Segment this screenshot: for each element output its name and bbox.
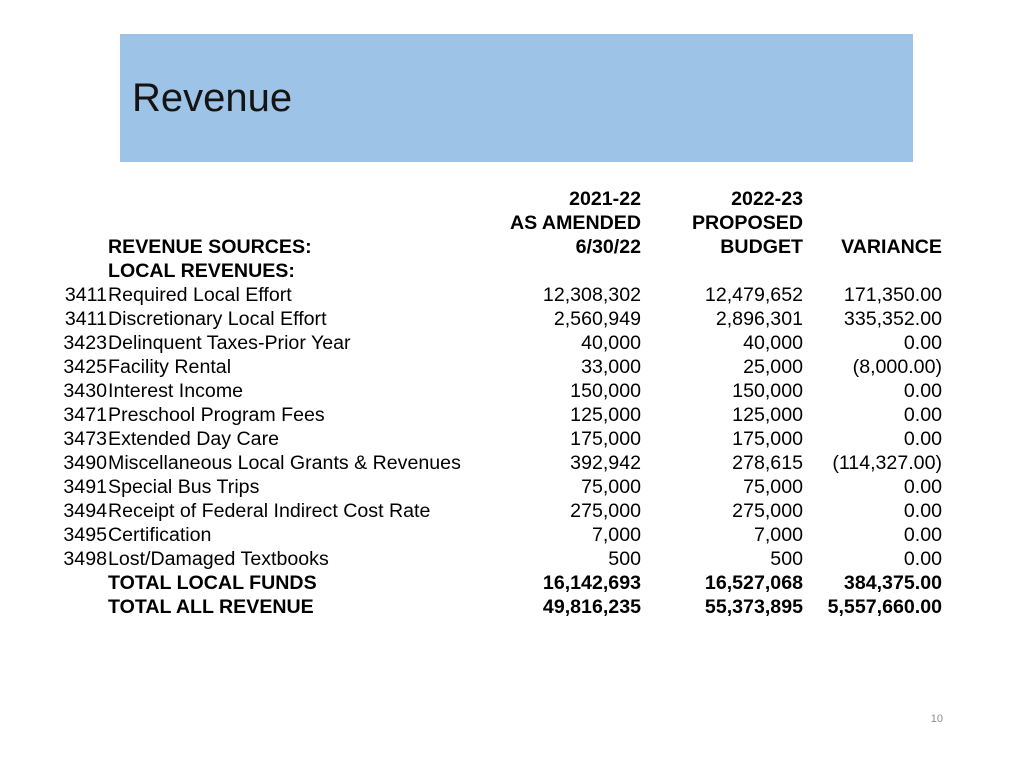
proposed-cell: 275,000	[732, 500, 803, 522]
row-name: Miscellaneous Local Grants & Revenues	[108, 452, 461, 474]
variance-cell: 0.00	[903, 332, 942, 354]
variance-cell: (114,327.00)	[832, 452, 942, 474]
table-row	[0, 523, 1024, 547]
variance-cell: 0.00	[903, 428, 942, 450]
proposed-cell: 75,000	[743, 476, 803, 498]
table-row	[0, 403, 1024, 427]
amended-cell: 12,308,302	[542, 284, 641, 306]
proposed-cell: 500	[770, 548, 803, 570]
row-code: 3494	[63, 500, 107, 522]
row-name: Special Bus Trips	[108, 476, 260, 498]
variance-cell: 171,350.00	[843, 284, 942, 306]
total-label: TOTAL LOCAL FUNDS	[108, 572, 317, 594]
proposed-cell: 278,615	[732, 452, 803, 474]
table-row	[0, 379, 1024, 403]
table-row	[0, 499, 1024, 523]
column-header-amended-year: 2021-22	[569, 188, 641, 210]
row-code: 3411	[64, 308, 107, 330]
proposed-cell: 125,000	[732, 404, 803, 426]
variance-cell: 0.00	[903, 380, 942, 402]
header-row-years	[0, 187, 1024, 211]
total-amended-cell: 16,142,693	[542, 572, 641, 594]
total-variance-cell: 5,557,660.00	[827, 596, 942, 618]
row-code: 3411	[64, 284, 107, 306]
subsection-row	[0, 259, 1024, 283]
column-header-proposed-status: PROPOSED	[691, 212, 803, 234]
column-header-proposed-budget: BUDGET	[720, 236, 803, 258]
section-header: REVENUE SOURCES:	[108, 236, 312, 258]
subsection-header: LOCAL REVENUES:	[108, 260, 295, 282]
row-code: 3425	[63, 356, 107, 378]
row-code: 3498	[63, 548, 107, 570]
proposed-cell: 150,000	[732, 380, 803, 402]
row-name: Extended Day Care	[108, 428, 279, 450]
amended-cell: 275,000	[570, 500, 641, 522]
table-row	[0, 547, 1024, 571]
column-header-variance: VARIANCE	[841, 236, 942, 258]
row-name: Interest Income	[108, 380, 244, 402]
variance-cell: 0.00	[903, 500, 942, 522]
proposed-cell: 25,000	[743, 356, 803, 378]
variance-cell: 0.00	[903, 548, 942, 570]
amended-cell: 75,000	[581, 476, 641, 498]
table-row	[0, 331, 1024, 355]
row-name: Required Local Effort	[108, 284, 292, 306]
row-code: 3495	[63, 524, 107, 546]
table-row	[0, 427, 1024, 451]
total-variance-cell: 384,375.00	[843, 572, 942, 594]
row-name: Facility Rental	[108, 356, 232, 378]
row-name: Lost/Damaged Textbooks	[108, 548, 329, 570]
column-header-amended-status: AS AMENDED	[510, 212, 641, 234]
row-code: 3491	[63, 476, 107, 498]
total-row-all-revenue	[0, 595, 1024, 619]
proposed-cell: 7,000	[753, 524, 803, 546]
row-name: Certification	[108, 524, 212, 546]
amended-cell: 125,000	[570, 404, 641, 426]
table-row	[0, 475, 1024, 499]
row-code: 3490	[63, 452, 107, 474]
proposed-cell: 40,000	[743, 332, 803, 354]
amended-cell: 150,000	[570, 380, 641, 402]
amended-cell: 7,000	[591, 524, 641, 546]
row-code: 3423	[63, 332, 107, 354]
amended-cell: 40,000	[581, 332, 641, 354]
amended-cell: 392,942	[570, 452, 641, 474]
total-proposed-cell: 16,527,068	[704, 572, 803, 594]
row-name: Discretionary Local Effort	[108, 308, 327, 330]
header-row-status	[0, 211, 1024, 235]
amended-cell: 33,000	[581, 356, 641, 378]
total-row-local-funds	[0, 571, 1024, 595]
row-name: Receipt of Federal Indirect Cost Rate	[108, 500, 431, 522]
proposed-cell: 175,000	[732, 428, 803, 450]
page-number: 10	[930, 713, 943, 725]
row-name: Delinquent Taxes-Prior Year	[108, 332, 351, 354]
variance-cell: 335,352.00	[843, 308, 942, 330]
total-proposed-cell: 55,373,895	[704, 596, 803, 618]
amended-cell: 175,000	[570, 428, 641, 450]
variance-cell: (8,000.00)	[852, 356, 942, 378]
amended-cell: 2,560,949	[553, 308, 641, 330]
variance-cell: 0.00	[903, 524, 942, 546]
variance-cell: 0.00	[903, 404, 942, 426]
total-label: TOTAL ALL REVENUE	[108, 596, 314, 618]
column-header-amended-date: 6/30/22	[575, 236, 641, 258]
proposed-cell: 12,479,652	[704, 284, 803, 306]
row-name: Preschool Program Fees	[108, 404, 325, 426]
row-code: 3473	[63, 428, 107, 450]
revenue-table	[0, 187, 1024, 619]
table-row	[0, 451, 1024, 475]
row-code: 3471	[63, 404, 107, 426]
proposed-cell: 2,896,301	[715, 308, 803, 330]
table-row	[0, 283, 1024, 307]
total-amended-cell: 49,816,235	[542, 596, 641, 618]
variance-cell: 0.00	[903, 476, 942, 498]
column-header-proposed-year: 2022-23	[731, 188, 803, 210]
header-row-labels	[0, 235, 1024, 259]
table-row	[0, 355, 1024, 379]
amended-cell: 500	[608, 548, 641, 570]
row-code: 3430	[63, 380, 107, 402]
slide-title: Revenue	[132, 76, 293, 120]
table-row	[0, 307, 1024, 331]
